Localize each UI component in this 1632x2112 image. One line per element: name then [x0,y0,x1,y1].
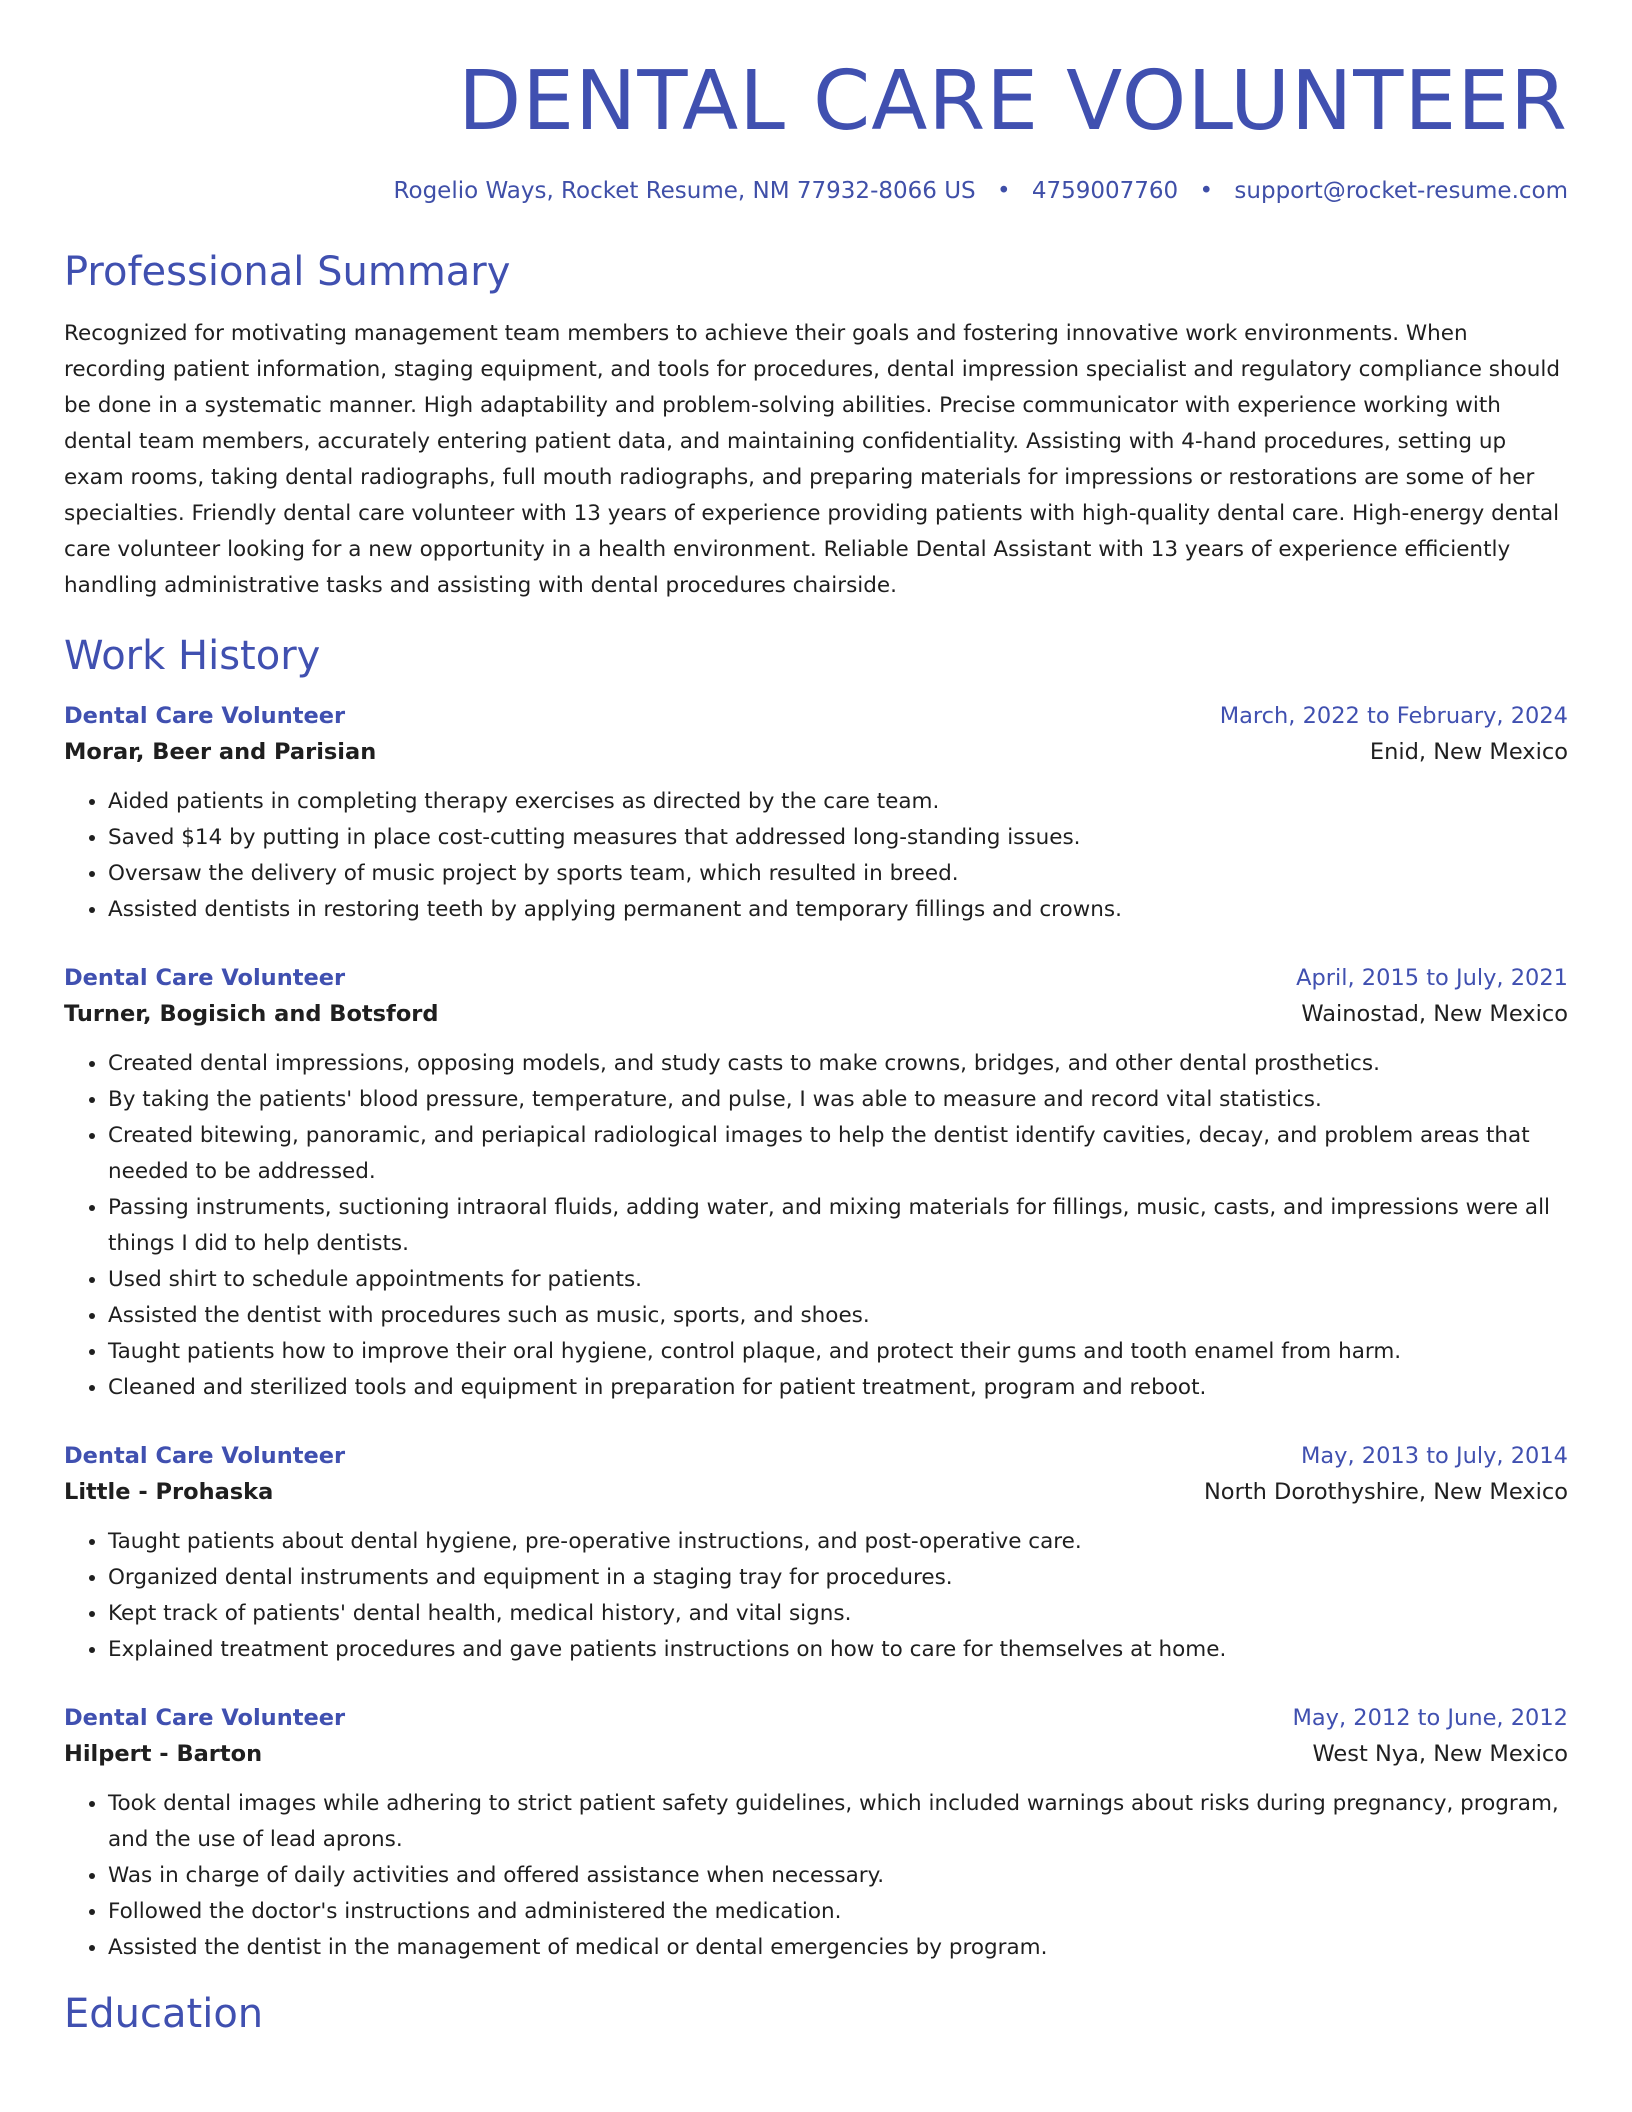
job-title-row [64,1700,1568,1736]
work-history-heading: Work History [64,633,321,679]
summary-text: Recognized for motivating management team members to achieve their goals and fostering innovative work environments. When recording patient information, staging equipment, and tools for procedures, dental impression specialist and regulatory compliance should be done in a systematic manner. High adaptability and problem-solving abilities. Precise communicator with experience working with dental team members, accurately entering patient data, and maintaining confidentiality. Assisting with 4-hand procedures, setting up exam rooms, taking dental radiographs, full mouth radiographs, and preparing materials for impressions or restorations are some of her specialties. Friendly dental care volunteer with 13 years of experience providing patients with high-quality dental care. High-energy dental care volunteer looking for a new opportunity in a health environment. Reliable Dental Assistant with 13 years of experience efficiently handling administrative tasks and assisting with dental procedures chairside. [64,321,1561,598]
job-entry [64,698,1568,928]
job-bullet: • Used shirt to schedule appointments for patients. [108,1262,1568,1298]
job-location: North Dorothyshire, New Mexico [1203,1479,1568,1505]
job-bullet-list [64,1786,1568,1966]
job-bullet: • Oversaw the delivery of music project by sports team, which resulted in breed. [108,856,1568,892]
job-bullet: • Cleaned and sterilized tools and equipment in preparation for patient treatment, program and reboot. [108,1370,1568,1406]
contact-address: Rogelio Ways, Rocket Resume, NM 77932-8066 US [393,178,976,204]
job-bullet: • Took dental images while adhering to strict patient safety guidelines, which included warnings about risks during pregnancy, program, and the use of lead aprons. [108,1786,1568,1858]
job-bullet: • Organized dental instruments and equipment in a staging tray for procedures. [108,1560,1568,1596]
job-location: Wainostad, New Mexico [1301,1001,1568,1027]
job-dates: April, 2015 to July, 2021 [1296,965,1568,991]
job-company-row [64,996,1568,1032]
job-dates: May, 2013 to July, 2014 [1300,1443,1568,1469]
job-bullet: • Aided patients in completing therapy exercises as directed by the care team. [108,784,1568,820]
job-title: Dental Care Volunteer [64,965,346,991]
job-bullet: • Was in charge of daily activities and offered assistance when necessary. [108,1858,1568,1894]
resume-page [64,0,1568,2040]
job-company-row [64,1474,1568,1510]
job-company: Hilpert - Barton [64,1741,263,1767]
summary-heading: Professional Summary [64,249,511,295]
contact-separator: • [996,178,1011,204]
contact-phone: 4759007760 [1031,178,1179,204]
job-company: Turner, Bogisich and Botsford [64,1001,439,1027]
job-bullet-list [64,1046,1568,1406]
contact-separator: • [1199,178,1214,204]
job-bullet: • Followed the doctor's instructions and administered the medication. [108,1894,1568,1930]
job-title: Dental Care Volunteer [64,1705,346,1731]
job-bullet: • Assisted the dentist in the management of medical or dental emergencies by program. [108,1930,1568,1966]
job-dates: March, 2022 to February, 2024 [1219,703,1568,729]
job-bullet: • Explained treatment procedures and gave patients instructions on how to care for themselves at home. [108,1632,1568,1668]
job-bullet: • Created bitewing, panoramic, and periapical radiological images to help the dentist identify cavities, decay, and problem areas that needed to be addressed. [108,1118,1568,1190]
job-entry [64,1438,1568,1668]
job-bullet: • Taught patients about dental hygiene, pre-operative instructions, and post-operative care. [108,1524,1568,1560]
job-bullet-list [64,784,1568,928]
job-title-row [64,1438,1568,1474]
job-bullet: • Saved $14 by putting in place cost-cutting measures that addressed long-standing issues. [108,820,1568,856]
job-dates: May, 2012 to June, 2012 [1292,1705,1568,1731]
job-bullet-list [64,1524,1568,1668]
job-entry [64,1700,1568,1966]
job-title: Dental Care Volunteer [64,1443,346,1469]
contact-email: support@rocket-resume.com [1234,178,1568,204]
job-company: Morar, Beer and Parisian [64,739,377,765]
job-bullet: • Taught patients how to improve their oral hygiene, control plaque, and protect their gums and tooth enamel from harm. [108,1334,1568,1370]
job-bullet: • Assisted dentists in restoring teeth by applying permanent and temporary fillings and crowns. [108,892,1568,928]
job-company-row [64,1736,1568,1772]
job-bullet: • Created dental impressions, opposing models, and study casts to make crowns, bridges, and other dental prosthetics. [108,1046,1568,1082]
job-location: Enid, New Mexico [1369,739,1568,765]
job-title-row [64,960,1568,996]
job-company-row [64,734,1568,770]
work-history-list [64,698,1568,1966]
contact-line [64,176,1568,206]
education-heading: Education [64,1991,264,2037]
job-company: Little - Prohaska [64,1479,274,1505]
job-bullet: • By taking the patients' blood pressure, temperature, and pulse, I was able to measure and record vital statistics. [108,1082,1568,1118]
job-bullet: • Passing instruments, suctioning intraoral fluids, adding water, and mixing materials for fillings, music, casts, and impressions were all things I did to help dentists. [108,1190,1568,1262]
resume-title: DENTAL CARE VOLUNTEER [458,54,1568,149]
job-title: Dental Care Volunteer [64,703,346,729]
job-title-row [64,698,1568,734]
job-bullet: • Kept track of patients' dental health, medical history, and vital signs. [108,1596,1568,1632]
job-entry [64,960,1568,1406]
job-bullet: • Assisted the dentist with procedures such as music, sports, and shoes. [108,1298,1568,1334]
job-location: West Nya, New Mexico [1312,1741,1568,1767]
